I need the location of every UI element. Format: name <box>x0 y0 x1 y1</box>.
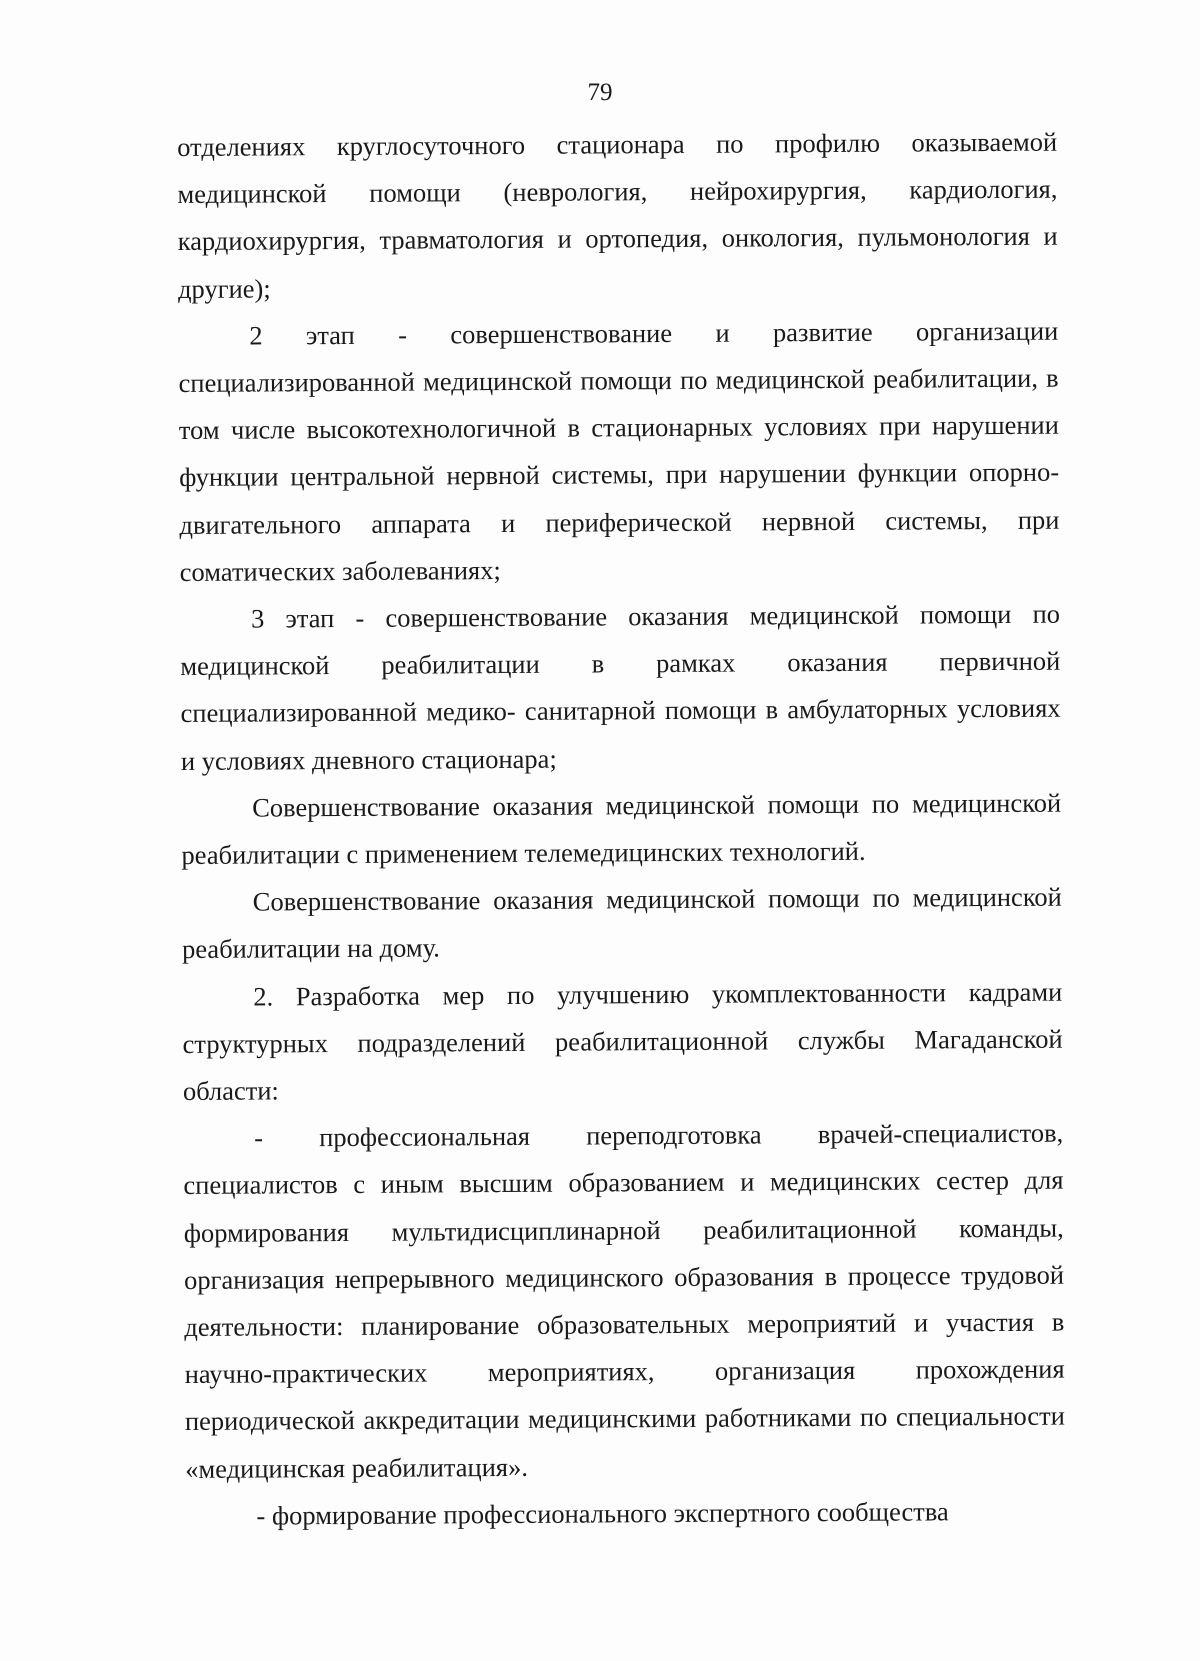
paragraph-retraining: - профессиональная переподготовка врачей-специалистов, специалистов с иным высшим образованием и медицинских сестер для формирования мультидисциплинарной реабилитационной команды, организация непрерывного медицинского образования в процессе трудовой деятельности: планирование образовательных мероприятий и участия в научно-практических мероприятиях, организация прохождения периодической аккредитации медицинскими работниками по специальности «медицинская реабилитация». <box>183 1117 1066 1484</box>
paragraph-stage-2: 2 этап - совершенствование и развитие организации специализированной медицинской помощи по медицинской реабилитации, в том числе высокотехнологичной в стационарных условиях при нарушении функции центральной нервной системы, при нарушении функции опорно-двигательного аппарата и периферической нервной системы, при соматических заболеваниях; <box>178 315 1060 587</box>
document-body <box>177 119 1066 1540</box>
page-number: 79 <box>587 79 613 106</box>
paragraph-item-2: 2. Разработка мер по улучшению укомплектованности кадрами структурных подразделений реабилитационной службы Магаданской области: <box>182 976 1063 1107</box>
paragraph-stage-3: 3 этап - совершенствование оказания медицинской помощи по медицинской реабилитации в рамках оказания первичной специализированной медико- санитарной помощи в амбулаторных условиях и условиях дневного стационара; <box>180 598 1061 776</box>
paragraph-expert-community: - формирование профессионального экспертного сообщества <box>256 1496 949 1531</box>
paragraph-continuation: отделениях круглосуточного стационара по профилю оказываемой медицинской помощи (неврология, нейрохирургия, кардиология, кардиохирургия, травматология и ортопедия, онкология, пульмонология и другие); <box>177 126 1058 304</box>
paragraph-home-rehabilitation: Совершенствование оказания медицинской помощи по медицинской реабилитации на дому. <box>181 881 1062 965</box>
paragraph-telemedicine: Совершенствование оказания медицинской помощи по медицинской реабилитации с применением телемедицинских технологий. <box>181 787 1062 871</box>
